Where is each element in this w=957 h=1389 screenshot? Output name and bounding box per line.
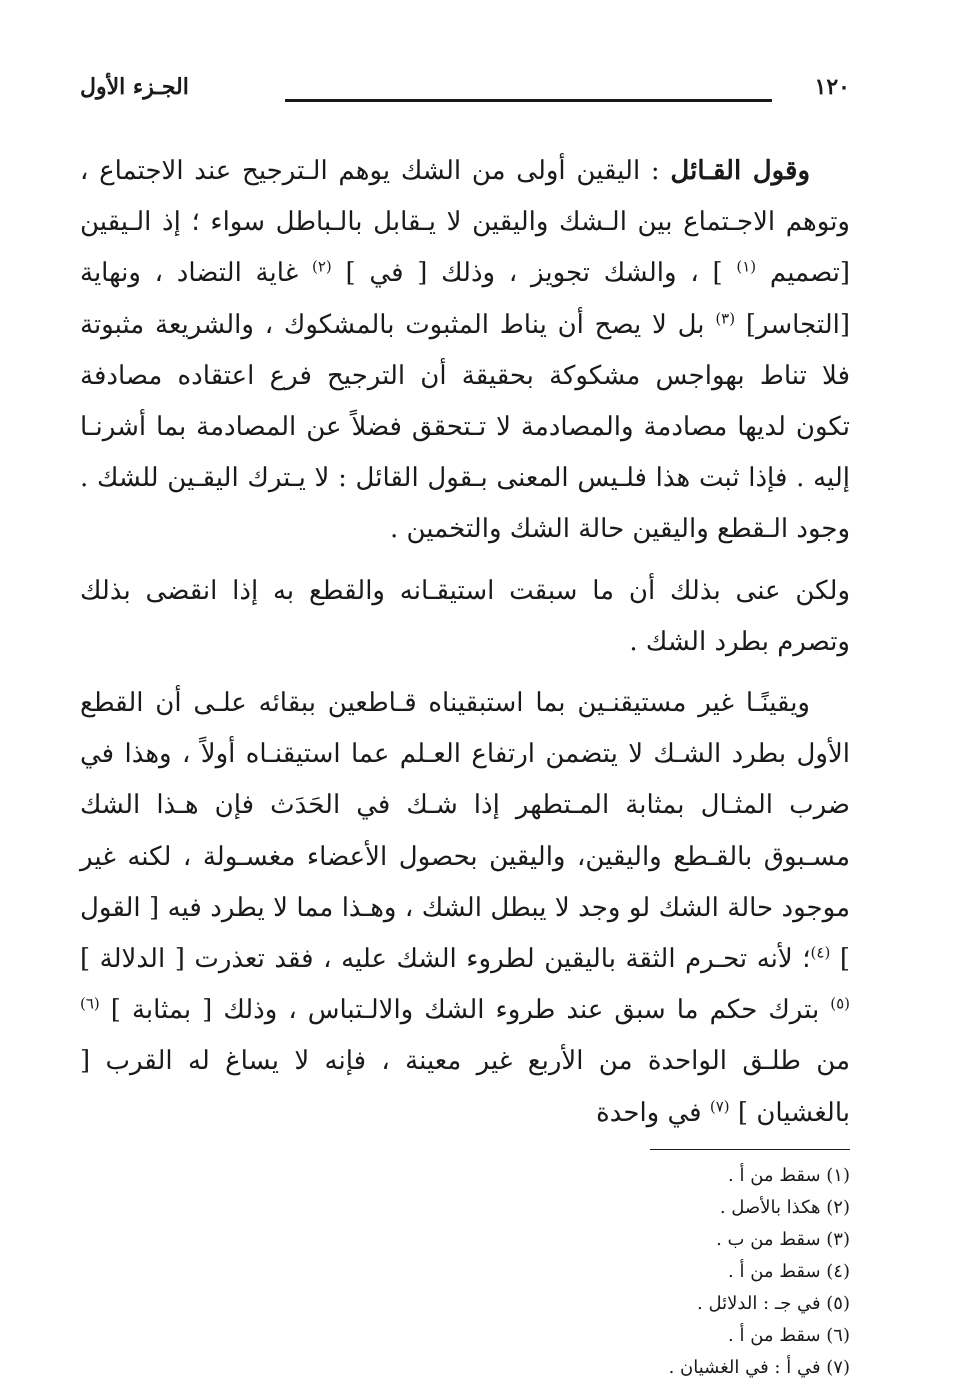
note-ref-5: (٥) [830, 994, 850, 1013]
footnote-rule [650, 1149, 850, 1150]
note-ref-4: (٤) [810, 943, 831, 962]
paragraph-text: بل لا يصح أن يناط المثبوت بالمشكوك ، والشريعة مثبوتة فلا تناط بهواجس مشكوكة بحقيقة أن الترجيح فرع اعتقاده مصادفة تكون لديها مصادمة والمصادمة لا تـتحقق فضلاً عن المصادمة بما أشرنـا إليه . فإذا ثبت هذا فلـيس المعنى بـقول القائل : لا يـترك اليقـين للشك . وجود الـقطع واليقين حالة الشك والتخمين . [80, 309, 850, 545]
page-header [80, 72, 850, 112]
paragraph-text: ؛ لأنه تحـرم الثقة باليقين لطروء الشك عليه ، فقد تعذرت [ الدلالة ] [80, 944, 811, 975]
paragraph-text: ] ، والشك تجويز ، وذلك [ في ] [331, 258, 737, 289]
footnote-3: (٣) سقط من ب . [716, 1228, 850, 1250]
paragraph-text: بترك حكم ما سبق عند طروء الشك والالـتباس ، وذلك [ بمثابة ] [99, 995, 831, 1026]
paragraph-1 [80, 146, 850, 556]
footnote-6: (٦) سقط من أ . [728, 1324, 850, 1346]
lead-phrase: وقول القـائل [670, 156, 810, 186]
footnote-2: (٢) هكذا بالأصل . [719, 1196, 850, 1218]
document-page [80, 72, 850, 1378]
footnotes [80, 1160, 850, 1384]
note-ref-1: (١) [736, 257, 757, 276]
note-ref-6: (٦) [80, 994, 100, 1013]
footnote-5: (٥) في جـ : الدلائل . [697, 1292, 850, 1314]
paragraph-text: في واحدة [596, 1097, 710, 1128]
paragraph-text: ويقينًـا غير مستيقنـين بما استبقيناه قـاطعين ببقائه علـى أن القطع الأول بطرد الشـك لا يتضمن ارتفاع العـلم عما استيقنـاه أولاً ، وهذا في ضرب المثـال بمثابة المـتطهر إذا شـك في الحَدَث فإن هـذا الشك مسـبوق بالقـطع واليقين، واليقين بحصول الأعضاء مغسـولة ، لكنه غير موجود حالة الشك لو وجد لا يبطل الشك ، وهـذا مما لا يطرد فيه [ القول ] [80, 688, 850, 975]
footnote-4: (٤) سقط من أ . [728, 1260, 850, 1282]
footnote-1: (١) سقط من أ . [728, 1164, 850, 1186]
paragraph-3 [80, 678, 850, 1139]
page-number: ١٢٠ [814, 74, 850, 100]
running-head: الجـزء الأول [80, 74, 189, 100]
note-ref-2: (٢) [311, 257, 332, 276]
note-ref-7: (٧) [709, 1097, 730, 1115]
paragraph-2 [80, 566, 850, 668]
paragraph-text: غاية التضاد ، ونهاية [التجاسر] [80, 258, 850, 340]
paragraph-text: من طلـق الواحدة من الأربع غير معينة ، فإنه لا يساغ له القرب [ بالغشيان ] [80, 1046, 850, 1128]
body-text [80, 146, 850, 1139]
note-ref-3: (٣) [715, 308, 736, 327]
paragraph-text: : اليقين أولى من الشك يوهم الـترجيح عند الاجتماع ، وتوهم الاجـتماع بين الـشك واليقين لا يـقابل بالـباطل سواء ؛ إذ الـيقين [تصميم [80, 156, 850, 289]
footnote-7: (٧) في أ : في الغشيان . [668, 1356, 850, 1378]
paragraph-text: ولكن عنى بذلك أن ما سبقت استيقـانه والقطع به إذا انقضى بذلك وتصرم بطرد الشك . [80, 575, 850, 657]
header-rule [285, 99, 772, 102]
